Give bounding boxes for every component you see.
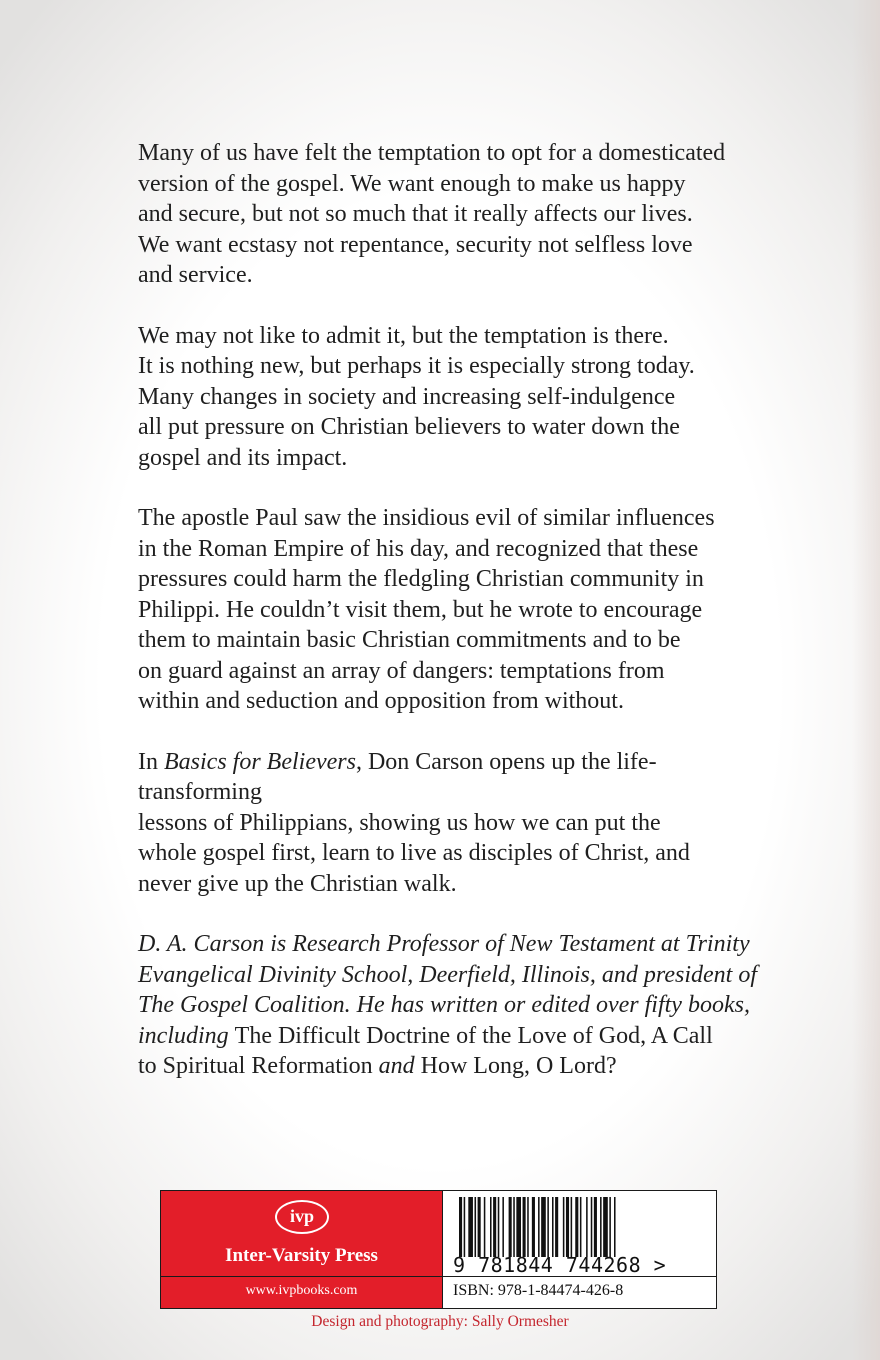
barcode-bar [563,1197,565,1257]
barcode-bar [532,1197,535,1257]
barcode-bar [538,1197,540,1257]
bio-and: and [372,1053,421,1079]
barcode-divider [443,1276,716,1277]
barcode-icon [459,1197,703,1257]
barcode-bar [591,1197,593,1257]
publisher-divider [161,1276,442,1277]
barcode-bar [502,1197,504,1257]
barcode-bar [509,1197,512,1257]
bio-book-list-2: How Long, O Lord? [420,1053,617,1079]
back-cover-blurb [138,138,778,1112]
blurb-paragraph-2: We may not like to admit it, but the temptation is there. It is nothing new, but perhaps it is especially strong today. Many changes in society and increasing self-indulgence all put pressure on Christian believers to water down the gospel and its impact. [138,322,695,471]
publisher-url[interactable]: www.ivpbooks.com [245,1283,358,1298]
barcode-bar [493,1197,496,1257]
barcode-digits: 9 781844 744268 > [453,1253,667,1277]
barcode-bar [498,1197,500,1257]
barcode-bar [459,1197,462,1257]
author-bio [138,929,778,1082]
barcode-bar [475,1197,477,1257]
blurb-paragraph-3: The apostle Paul saw the insidious evil of similar influences in the Roman Empire of his day, and recognized that these pressures could harm the fledgling Christian community in Philippi. He couldn’t visit them, but he wrote to encourage them to maintain basic Christian commitments and to be on guard against an array of dangers: temptations from within and seduction and opposition from without. [138,505,715,714]
barcode-bar [478,1197,481,1257]
barcode-bar [571,1197,573,1257]
barcode-bar [468,1197,473,1257]
barcode-bar [566,1197,569,1257]
publisher-panel [161,1191,443,1308]
blurb-paragraph-4 [138,747,778,900]
barcode-panel [443,1191,716,1308]
page-edge-shadow [852,0,880,1360]
barcode-bar [513,1197,515,1257]
barcode-bar [609,1197,611,1257]
ivp-logo: ivp [275,1200,329,1234]
bio-book-list-1: The Difficult Doctrine of the Love of God, A Call to Spiritual Reformation [138,1022,713,1079]
barcode-bar [580,1197,582,1257]
barcode-bar [523,1197,526,1257]
barcode-bar [464,1197,466,1257]
design-credit: Design and photography: Sally Ormesher [311,1313,569,1330]
barcode-bar [552,1197,554,1257]
barcode-bar [541,1197,546,1257]
barcode-bar [555,1197,558,1257]
barcode-bar [490,1197,492,1257]
barcode-bar [484,1197,486,1257]
bio-intro: D. A. Carson is Research Professor of New Testament at Trinity Evangelical Divinity School, Deerfield, Illinois, and president of The Gospel Coalition. He has written or edited over fifty books, including [138,931,757,1049]
barcode-bar [516,1197,521,1257]
publisher-name: Inter-Varsity Press [225,1245,378,1266]
barcode-bar [527,1197,529,1257]
barcode-bar [594,1197,597,1257]
barcode-bar [600,1197,602,1257]
barcode-bar [575,1197,578,1257]
barcode-bar [603,1197,608,1257]
book-title: Basics for Believers [164,748,356,775]
barcode-bar [586,1197,588,1257]
isbn-number: ISBN: 978-1-84474-426-8 [453,1282,624,1299]
p4-rest: , Don Carson opens up the life-transforming lessons of Philippians, showing us how we can put the whole gospel first, learn to live as disciples of Christ, and never give up the Christian walk. [138,748,690,897]
barcode-bar [547,1197,549,1257]
blurb-paragraph-1: Many of us have felt the temptation to opt for a domesticated version of the gospel. We want enough to make us happy and secure, but not so much that it really affects our lives. We want ecstasy not repentance, security not selfless love and service. [138,140,726,288]
p4-prefix: In [138,748,164,775]
barcode-bar [614,1197,616,1257]
publisher-barcode-box [160,1190,717,1309]
